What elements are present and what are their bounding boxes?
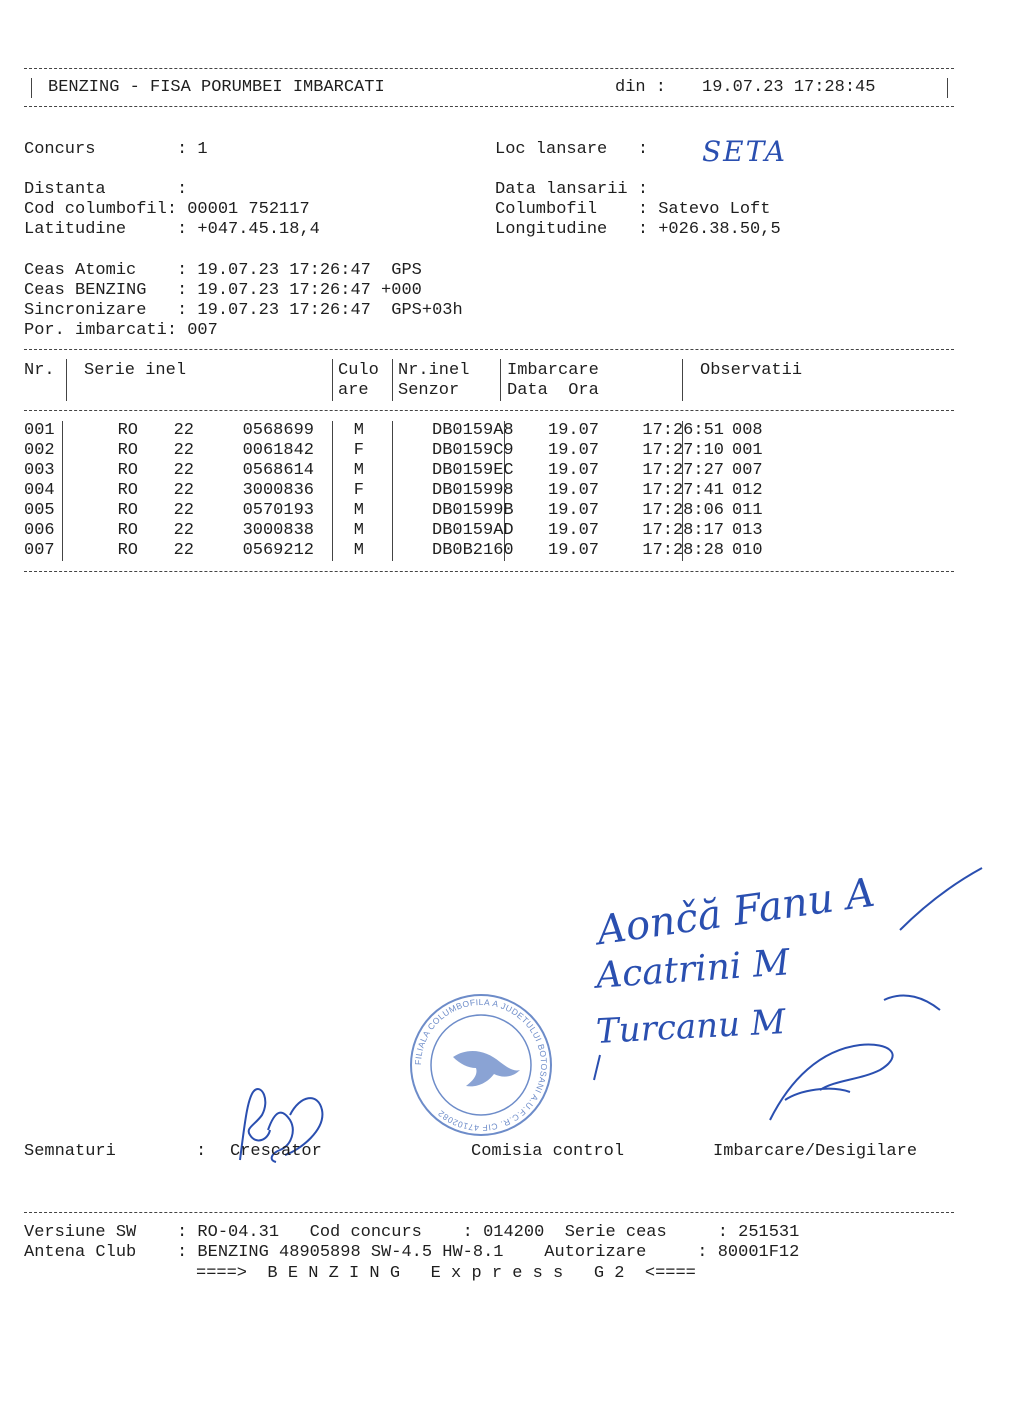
- cell-year: 22: [173, 461, 194, 480]
- header-right-border: [947, 78, 948, 98]
- cell-sex: M: [353, 421, 364, 440]
- cell-sensor: DB01599B: [432, 501, 514, 520]
- cell-date: 19.07: [548, 541, 600, 560]
- cell-time: 17:27:27: [642, 461, 724, 480]
- longitudine-field: Longitudine : +026.38.50,5: [495, 220, 781, 239]
- cell-nr: 002: [24, 441, 55, 460]
- cell-sex: F: [353, 441, 364, 460]
- cell-ring: 0061842: [242, 441, 314, 460]
- col-header-senzor: Senzor: [398, 381, 460, 400]
- table-row: [24, 441, 763, 461]
- signature-scribble-4: [594, 1055, 600, 1080]
- cell-year: 22: [173, 521, 194, 540]
- cell-sex: M: [353, 541, 364, 560]
- cell-color: [368, 521, 428, 541]
- divider: [24, 106, 954, 107]
- divider: [24, 1212, 954, 1213]
- semnaturi-label: Semnaturi: [24, 1142, 116, 1161]
- cell-sensor: DB0159EC: [432, 461, 514, 480]
- cell-time: 17:27:10: [642, 441, 724, 460]
- cell-obs: 008: [732, 421, 763, 440]
- cell-year: 22: [173, 541, 194, 560]
- cell-color: [368, 421, 428, 441]
- cell-country: RO: [117, 461, 138, 480]
- table-row: [24, 501, 763, 521]
- cell-nr: 005: [24, 501, 55, 520]
- cell-year: 22: [173, 481, 194, 500]
- divider: [24, 68, 954, 69]
- cell-sensor: DB0159A8: [432, 421, 514, 440]
- cell-obs: 012: [732, 481, 763, 500]
- signature-scribble-3: [770, 1045, 893, 1120]
- cell-obs: 010: [732, 541, 763, 560]
- col-separator: [392, 359, 393, 401]
- col-header-are: are: [338, 381, 369, 400]
- col-header-serie: Serie inel: [84, 361, 187, 380]
- cell-country: RO: [117, 481, 138, 500]
- loc-lansare-handwritten: SETA: [702, 135, 787, 168]
- cell-ring: 3000838: [242, 521, 314, 540]
- cell-nr: 001: [24, 421, 55, 440]
- cell-year: 22: [173, 421, 194, 440]
- cell-country: RO: [117, 441, 138, 460]
- cell-sex: M: [353, 521, 364, 540]
- cell-year: 22: [173, 441, 194, 460]
- cell-country: RO: [117, 521, 138, 540]
- distanta-field: Distanta :: [24, 180, 188, 199]
- header-left-border: [31, 78, 32, 98]
- cell-year: 22: [173, 501, 194, 520]
- divider: [24, 410, 954, 411]
- cell-obs: 007: [732, 461, 763, 480]
- cell-sex: M: [353, 501, 364, 520]
- cell-time: 17:27:41: [642, 481, 724, 500]
- cell-country: RO: [117, 421, 138, 440]
- cell-time: 17:28:28: [642, 541, 724, 560]
- col-header-observatii: Observatii: [700, 361, 803, 380]
- cell-ring: 0570193: [242, 501, 314, 520]
- cell-color: [368, 461, 428, 481]
- document-title: BENZING - FISA PORUMBEI IMBARCATI: [48, 78, 385, 97]
- print-datetime: 19.07.23 17:28:45: [702, 78, 876, 97]
- cell-date: 19.07: [548, 441, 600, 460]
- cell-color: [368, 441, 428, 461]
- ceas-atomic-field: Ceas Atomic : 19.07.23 17:26:47 GPS: [24, 261, 422, 280]
- cell-ring: 0568699: [242, 421, 314, 440]
- cell-sex: F: [353, 481, 364, 500]
- official-stamp: [408, 992, 554, 1138]
- col-header-nr: Nr.: [24, 361, 55, 380]
- crescator-label: Crescator: [230, 1142, 322, 1161]
- cell-nr: 007: [24, 541, 55, 560]
- semnaturi-colon: :: [196, 1142, 207, 1161]
- footer-banner: ====> B E N Z I N G E x p r e s s G 2 <====: [196, 1264, 696, 1283]
- sincronizare-field: Sincronizare : 19.07.23 17:26:47 GPS+03h: [24, 301, 463, 320]
- cell-time: 17:26:51: [642, 421, 724, 440]
- cell-sensor: DB0159AD: [432, 521, 514, 540]
- col-header-nr-inel: Nr.inel: [398, 361, 470, 380]
- col-header-culo: Culo: [338, 361, 379, 380]
- col-header-data-ora: Data Ora: [507, 381, 599, 400]
- signature-line-1: Aončă Fanu A: [594, 869, 878, 955]
- col-header-imbarcare: Imbarcare: [507, 361, 599, 380]
- col-separator: [500, 359, 501, 401]
- table-row: [24, 421, 763, 441]
- cell-ring: 3000836: [242, 481, 314, 500]
- cell-color: [368, 481, 428, 501]
- ceas-benzing-field: Ceas BENZING : 19.07.23 17:26:47 +000: [24, 281, 422, 300]
- col-separator: [682, 359, 683, 401]
- cell-date: 19.07: [548, 501, 600, 520]
- divider: [24, 571, 954, 572]
- signature-line-2: Acatrini M: [594, 942, 791, 997]
- concurs-field: Concurs : 1: [24, 140, 208, 159]
- columbofil-field: Columbofil : Satevo Loft: [495, 200, 771, 219]
- cell-date: 19.07: [548, 421, 600, 440]
- pigeon-table: [24, 421, 763, 561]
- cell-color: [368, 501, 428, 521]
- cell-sensor: DB0B2160: [432, 541, 514, 560]
- cell-time: 17:28:06: [642, 501, 724, 520]
- cell-sex: M: [353, 461, 364, 480]
- col-separator: [66, 359, 67, 401]
- table-row: [24, 461, 763, 481]
- imbarcare-desigilare-label: Imbarcare/Desigilare: [713, 1142, 918, 1161]
- cell-nr: 003: [24, 461, 55, 480]
- comisia-control-label: Comisia control: [471, 1142, 625, 1161]
- data-lansarii-field: Data lansarii :: [495, 180, 649, 199]
- cell-sensor: DB0159C9: [432, 441, 514, 460]
- cell-ring: 0569212: [242, 541, 314, 560]
- table-row: [24, 541, 763, 561]
- col-separator: [332, 359, 333, 401]
- footer-line-1: Versiune SW : RO-04.31 Cod concurs : 014200 Serie ceas : 251531: [24, 1223, 800, 1242]
- signature-line-3: Turcanu M: [595, 1002, 787, 1052]
- por-imbarcati-field: Por. imbarcati: 007: [24, 321, 218, 340]
- cell-nr: 004: [24, 481, 55, 500]
- signature-scribble-1: [900, 868, 982, 930]
- cod-columbofil-field: Cod columbofil: 00001 752117: [24, 200, 310, 219]
- cell-obs: 001: [732, 441, 763, 460]
- divider: [24, 349, 954, 350]
- din-label: din :: [615, 78, 667, 97]
- signature-scribble-2: [884, 995, 940, 1010]
- cell-country: RO: [117, 541, 138, 560]
- cell-nr: 006: [24, 521, 55, 540]
- cell-date: 19.07: [548, 521, 600, 540]
- footer-line-2: Antena Club : BENZING 48905898 SW-4.5 HW-8.1 Autorizare : 80001F12: [24, 1243, 800, 1262]
- cell-date: 19.07: [548, 481, 600, 500]
- table-row: [24, 481, 763, 501]
- latitudine-field: Latitudine : +047.45.18,4: [24, 220, 320, 239]
- loc-lansare-label: Loc lansare :: [495, 140, 649, 159]
- cell-country: RO: [117, 501, 138, 520]
- cell-date: 19.07: [548, 461, 600, 480]
- cell-color: [368, 541, 428, 561]
- cell-sensor: DB015998: [432, 481, 514, 500]
- cell-obs: 013: [732, 521, 763, 540]
- stamp-text: FILIALA COLUMBOFILA A JUDETULUI BOTOSANI A.U.F.C.R. CIF 47102082: [412, 996, 550, 1134]
- table-row: [24, 521, 763, 541]
- cell-obs: 011: [732, 501, 763, 520]
- cell-ring: 0568614: [242, 461, 314, 480]
- cell-time: 17:28:17: [642, 521, 724, 540]
- stamp-pigeon-icon: [453, 1051, 520, 1086]
